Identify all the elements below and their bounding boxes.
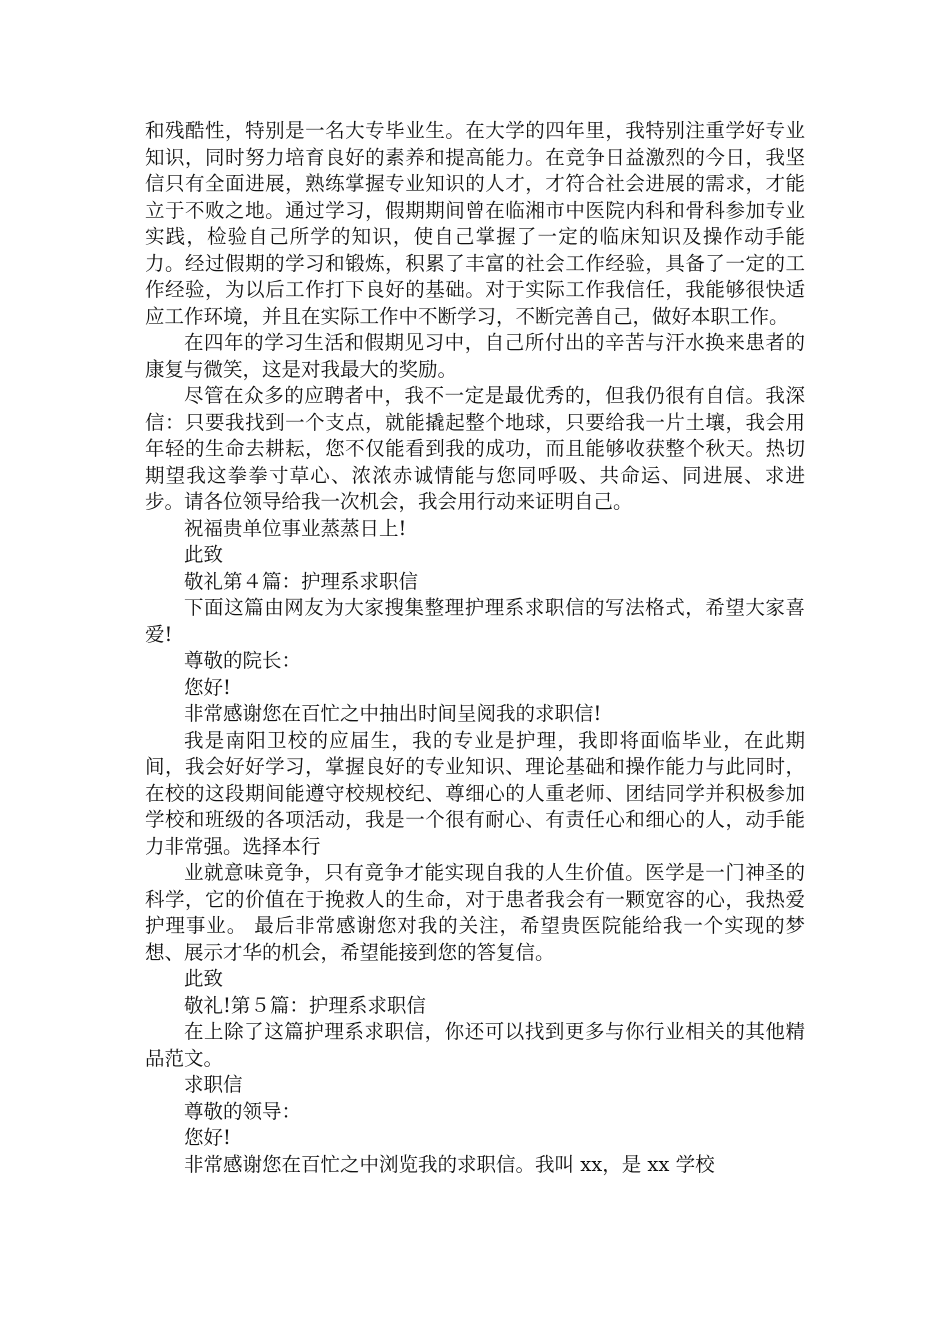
paragraph-1: 和残酷性，特别是一名大专毕业生。在大学的四年里，我特别注重学好专业知识，同时努力培育良好的素养和提高能力。在竞争日益激烈的今日，我坚信只有全面进展，熟练掌握专业知识的人才，才符合社会进展的需求，才能立于不败之地。通过学习，假期期间曾在临湘市中医院内科和骨科参加专业实践，检验自己所学的知识，使自己掌握了一定的临床知识及操作动手能力。经过假期的学习和锻炼，积累了丰富的社会工作经验，具备了一定的工作经验，为以后工作打下良好的基础。对于实际工作我信任，我能够很快适应工作环境，并且在实际工作中不断学习，不断完善自己，做好本职工作。 [145, 119, 805, 328]
paragraph-8: 尊敬的院长： [184, 649, 302, 672]
paragraph-15: 在上除了这篇护理系求职信，你还可以找到更多与你行业相关的其他精品范文。 [145, 1020, 805, 1070]
paragraph-10: 非常感谢您在百忙之中抽出时间呈阅我的求职信! [184, 702, 602, 725]
document-body [145, 118, 805, 1178]
paragraph-14: 敬礼!第５篇：护理系求职信 [184, 993, 426, 1017]
paragraph-12: 业就意味竟争，只有竟争才能实现自我的人生价值。医学是一门神圣的科学，它的价值在于挽救人的生命，对于患者我会有一颗宽容的心，我热爱护理事业。 最后非常感谢您对我的关注，希望贵医院能给我一个实现的梦想、展示才华的机会，希望能接到您的答复信。 [145, 861, 805, 964]
paragraph-5: 此致 [184, 543, 224, 566]
paragraph-18: 您好! [184, 1126, 231, 1149]
paragraph-9: 您好! [184, 675, 231, 699]
paragraph-3: 尽管在众多的应聘者中，我不一定是最优秀的，但我仍很有自信。我深信：只要我找到一个支点，就能撬起整个地球，只要给我一片土壤，我会用年轻的生命去耕耘，您不仅能看到我的成功，而且能够收获整个秋天。热切期望我这拳拳寸草心、浓浓赤诚情能与您同呼吸、共命运、同进展、求进步。请各位领导给我一次机会，我会用行动来证明自己。 [145, 384, 805, 513]
paragraph-7: 下面这篇由网友为大家搜集整理护理系求职信的写法格式，希望大家喜爱! [145, 596, 805, 646]
paragraph-11: 我是南阳卫校的应届生，我的专业是护理，我即将面临毕业，在此期间，我会好好学习，掌握良好的专业知识、理论基础和操作能力与此同时，在校的这段期间能遵守校规校纪、尊细心的人重老师、团结同学并积极参加学校和班级的各项活动，我是一个很有耐心、有责任心和细心的人，动手能力非常强。选择本行 [145, 728, 805, 858]
paragraph-16: 求职信 [184, 1073, 243, 1096]
paragraph-19: 非常感谢您在百忙之中浏览我的求职信。我叫 xx，是 xx 学校 [184, 1152, 715, 1176]
paragraph-13: 此致 [184, 967, 224, 990]
paragraph-17: 尊敬的领导： [184, 1099, 302, 1123]
paragraph-6: 敬礼第４篇：护理系求职信 [184, 569, 419, 593]
paragraph-4: 祝福贵单位事业蒸蒸日上! [184, 516, 407, 540]
paragraph-2: 在四年的学习生活和假期见习中，自己所付出的辛苦与汗水换来患者的康复与微笑，这是对我最大的奖励。 [145, 331, 805, 381]
